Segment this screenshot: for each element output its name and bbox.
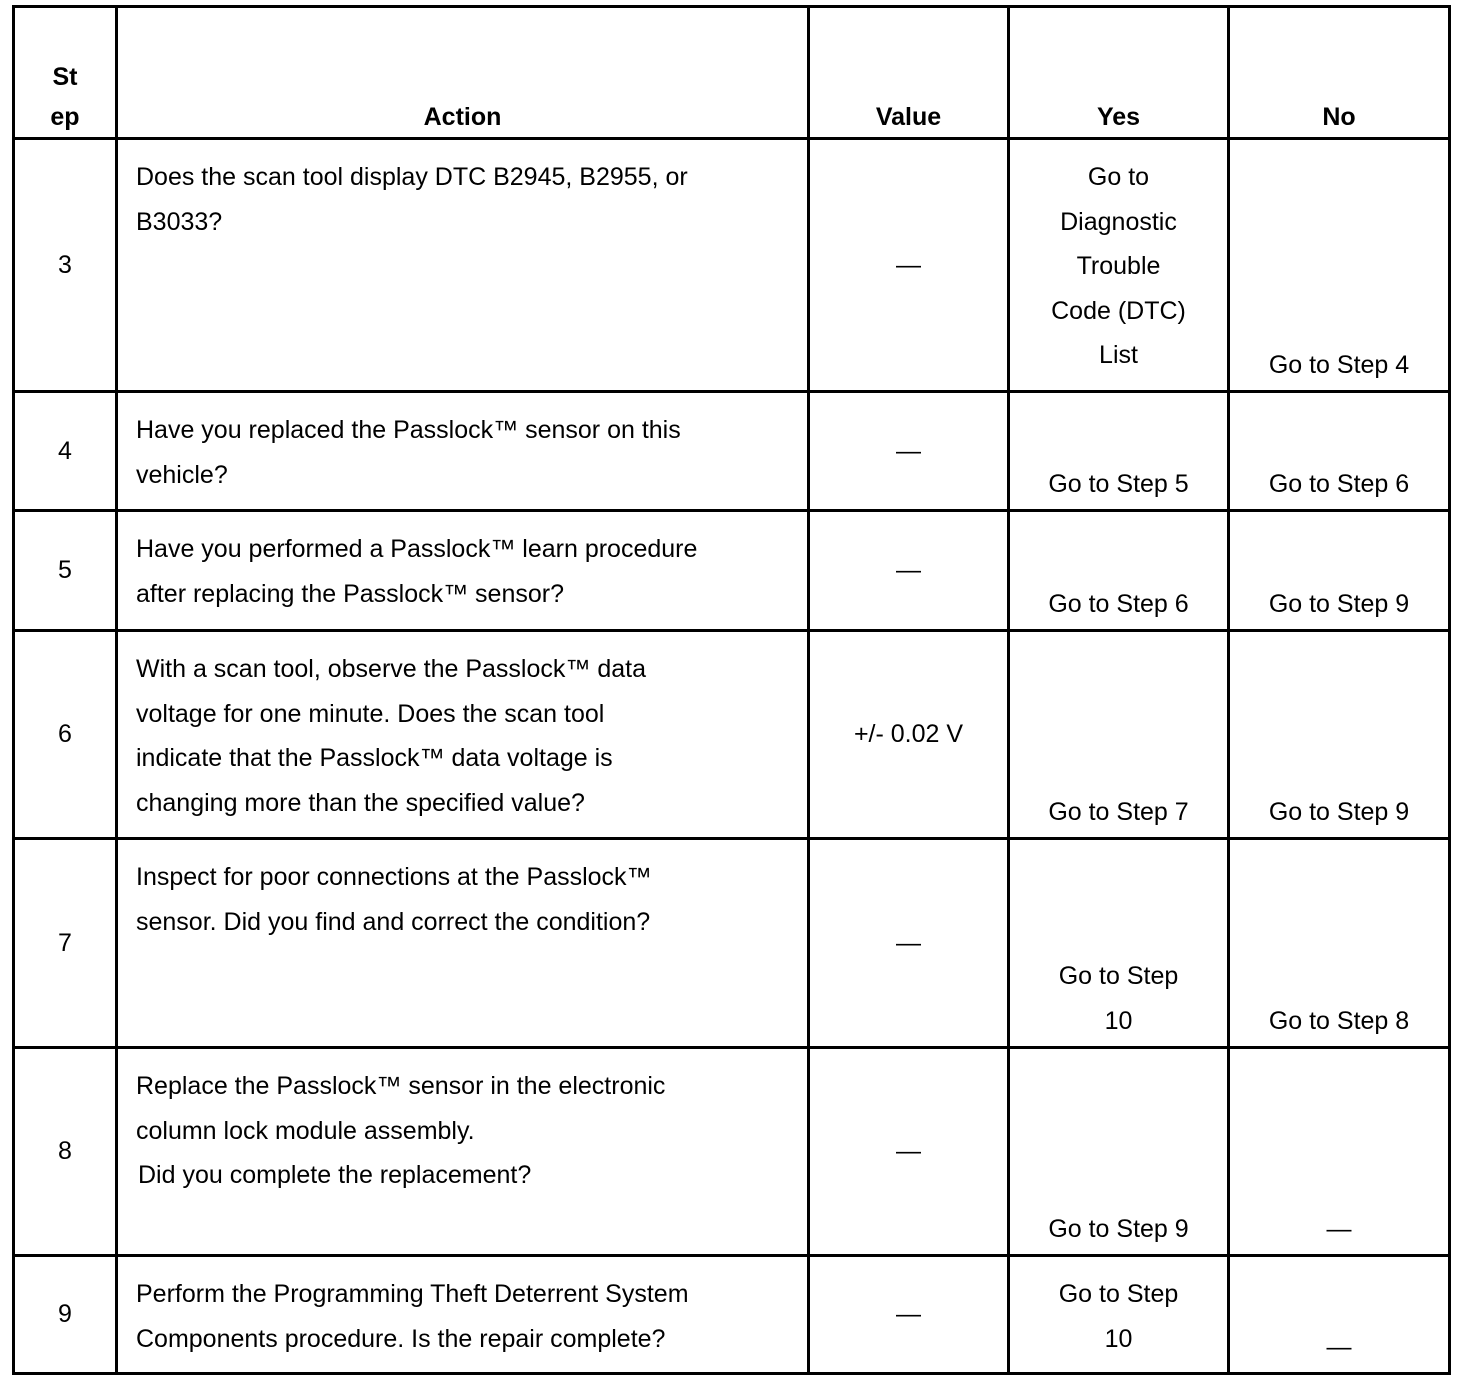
action-line: indicate that the Passlock™ data voltage is <box>136 744 613 772</box>
yes-result <box>1009 1048 1229 1256</box>
action-line: Have you performed a Passlock™ learn procedure <box>136 535 698 563</box>
no-result <box>1229 392 1450 511</box>
yes-result-line: Go to Step 7 <box>1048 797 1189 826</box>
action-text <box>117 1048 809 1256</box>
header-step-line-1: St <box>52 63 78 91</box>
table-header-row <box>14 7 1450 139</box>
value-cell: +/- 0.02 V <box>809 631 1009 839</box>
yes-result-line: Diagnostic <box>1060 207 1177 236</box>
yes-result-line: Go to Step 9 <box>1048 1214 1189 1243</box>
no-result-line: Go to Step 4 <box>1268 350 1410 379</box>
header-value: Value <box>809 7 1009 139</box>
action-line: Does the scan tool display DTC B2945, B2955, or <box>136 163 688 191</box>
no-result-line: — <box>1326 1214 1352 1243</box>
yes-result-line: Go to Step 5 <box>1048 469 1189 498</box>
action-line: after replacing the Passlock™ sensor? <box>136 579 564 608</box>
yes-result-line: Go to Step <box>1058 1280 1179 1308</box>
action-line: Inspect for poor connections at the Passlock™ <box>136 863 652 891</box>
action-line: Perform the Programming Theft Deterrent System <box>136 1280 689 1308</box>
no-result-line: Go to Step 8 <box>1268 1006 1410 1035</box>
no-result-line: Go to Step 9 <box>1268 589 1410 618</box>
action-line: voltage for one minute. Does the scan tool <box>136 699 605 728</box>
step-number: 3 <box>14 139 117 392</box>
header-step-line-2: ep <box>50 103 80 131</box>
table-row <box>14 631 1450 839</box>
no-result <box>1229 631 1450 839</box>
action-text <box>117 631 809 839</box>
yes-result <box>1009 839 1229 1048</box>
table-row <box>14 839 1450 1048</box>
value-cell: — <box>809 392 1009 511</box>
no-result <box>1229 511 1450 631</box>
no-result-line: Go to Step 9 <box>1268 797 1410 826</box>
step-number: 7 <box>14 839 117 1048</box>
action-line: B3033? <box>136 207 223 236</box>
yes-result-line: List <box>1099 341 1138 369</box>
no-result <box>1229 1256 1450 1374</box>
action-line: changing more than the specified value? <box>136 788 585 817</box>
value-cell: — <box>809 511 1009 631</box>
yes-result-line: Go to Step 6 <box>1048 589 1189 618</box>
value-cell: — <box>809 839 1009 1048</box>
action-text <box>117 1256 809 1374</box>
step-number: 4 <box>14 392 117 511</box>
action-text <box>117 139 809 392</box>
table-row <box>14 392 1450 511</box>
action-line: vehicle? <box>136 460 228 489</box>
yes-result <box>1009 631 1229 839</box>
step-number: 9 <box>14 1256 117 1374</box>
yes-result-line: Code (DTC) <box>1051 296 1186 325</box>
no-result <box>1229 1048 1450 1256</box>
yes-result <box>1009 511 1229 631</box>
yes-result-line: Go to <box>1087 163 1150 191</box>
no-result <box>1229 839 1450 1048</box>
action-line: Components procedure. Is the repair complete? <box>136 1324 666 1353</box>
yes-result-line: Go to Step <box>1058 962 1179 990</box>
header-action: Action <box>117 7 809 139</box>
no-result-line: Go to Step 6 <box>1268 469 1410 498</box>
no-result-line: — <box>1326 1332 1352 1361</box>
action-line: With a scan tool, observe the Passlock™ data <box>136 655 646 683</box>
table-row <box>14 1048 1450 1256</box>
action-line: column lock module assembly. <box>136 1116 475 1145</box>
action-line: Have you replaced the Passlock™ sensor on this <box>136 416 681 444</box>
header-yes: Yes <box>1009 7 1229 139</box>
table-row <box>14 511 1450 631</box>
diagnostic-table <box>12 5 1451 1375</box>
value-cell: — <box>809 1256 1009 1374</box>
yes-result-line: 10 <box>1104 1006 1133 1035</box>
table-row <box>14 139 1450 392</box>
value-cell: — <box>809 139 1009 392</box>
step-number: 5 <box>14 511 117 631</box>
no-result <box>1229 139 1450 392</box>
yes-result <box>1009 392 1229 511</box>
table-row <box>14 1256 1450 1374</box>
action-text <box>117 839 809 1048</box>
yes-result-line: Trouble <box>1076 252 1161 280</box>
action-line: Replace the Passlock™ sensor in the electronic <box>136 1072 666 1100</box>
step-number: 8 <box>14 1048 117 1256</box>
action-line: Did you complete the replacement? <box>138 1161 532 1189</box>
yes-result <box>1009 139 1229 392</box>
yes-result-line: 10 <box>1104 1324 1133 1353</box>
header-step <box>14 7 117 139</box>
action-text <box>117 392 809 511</box>
value-cell: — <box>809 1048 1009 1256</box>
action-line: sensor. Did you find and correct the condition? <box>136 907 651 936</box>
action-text <box>117 511 809 631</box>
header-no: No <box>1229 7 1450 139</box>
yes-result <box>1009 1256 1229 1374</box>
step-number: 6 <box>14 631 117 839</box>
